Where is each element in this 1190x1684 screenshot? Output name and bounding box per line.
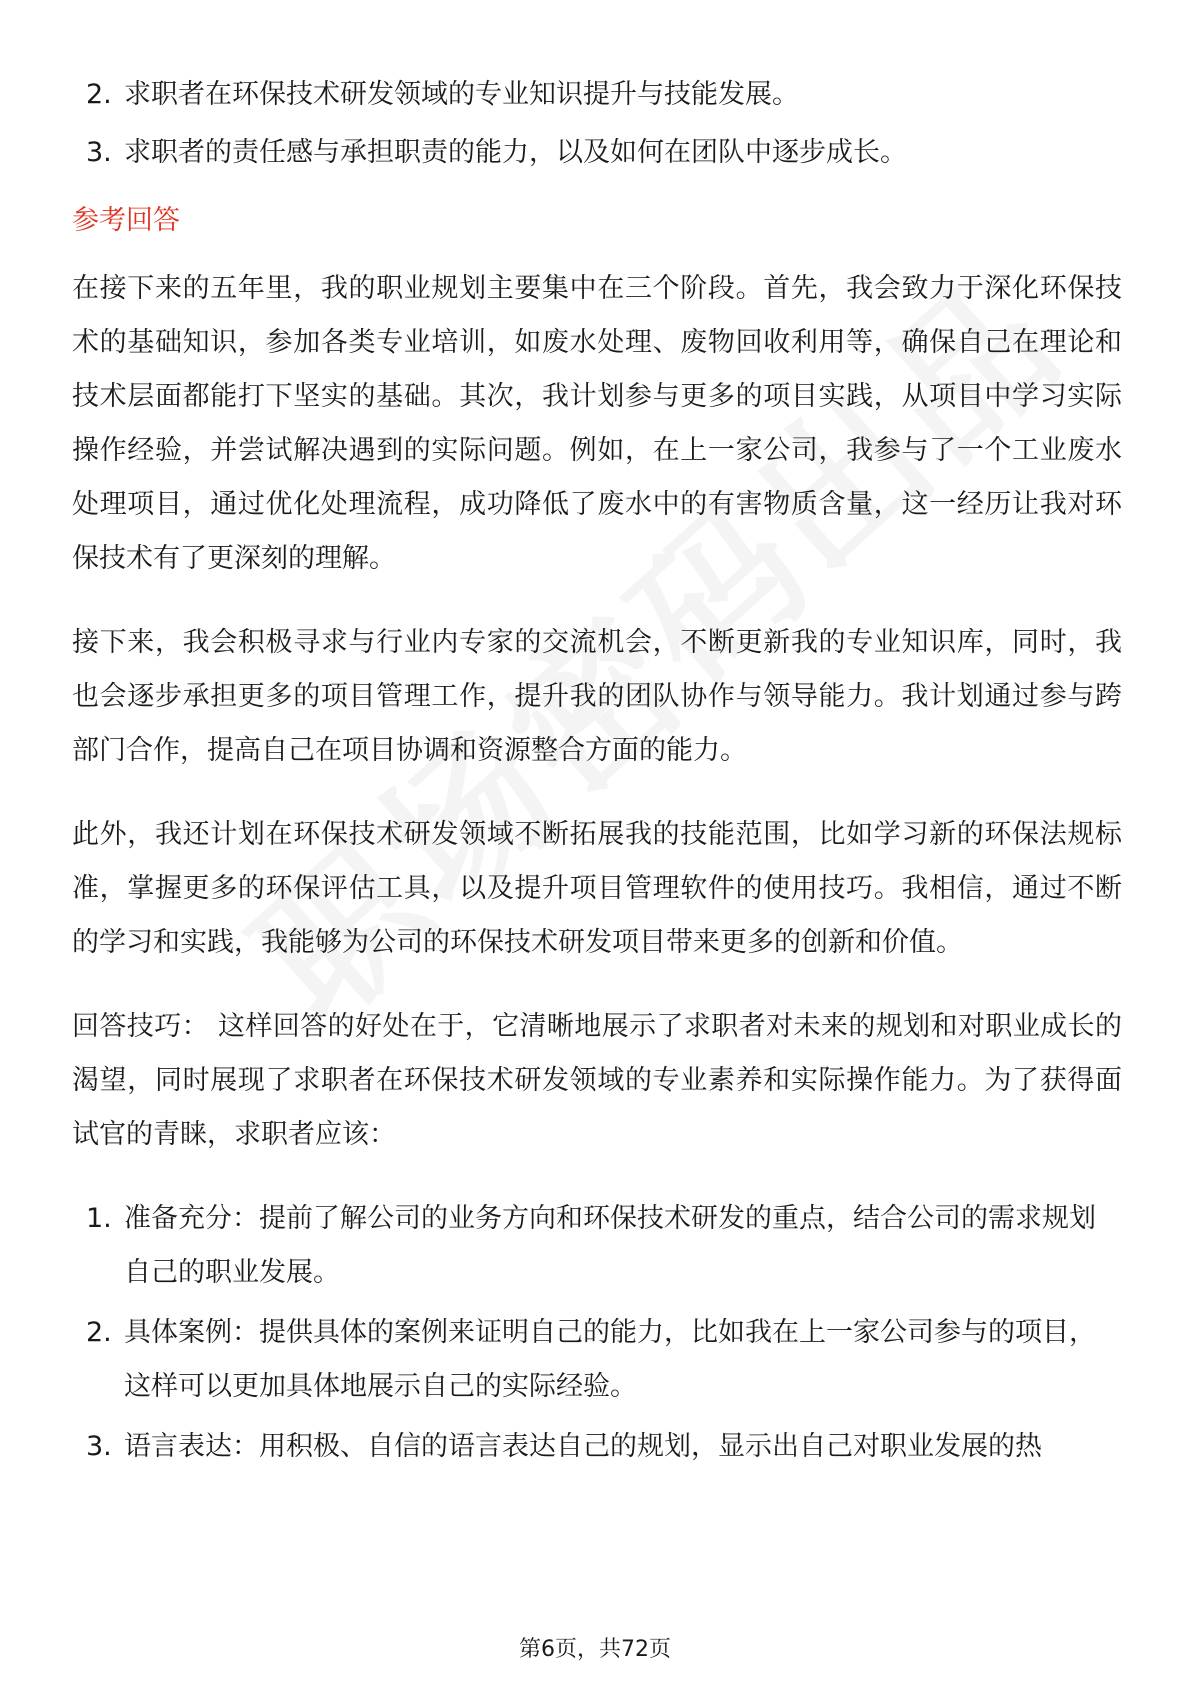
answer-paragraph: 接下来，我会积极寻求与行业内专家的交流机会，不断更新我的专业知识库，同时，我也会逐步承担更多的项目管理工作，提升我的团队协作与领导能力。我计划通过参与跨部门合作，提高自己在项目协调和资源整合方面的能力。 — [72, 627, 1122, 766]
list-item-text: 准备充分：提前了解公司的业务方向和环保技术研发的重点，结合公司的需求规划自己的职业发展。 — [124, 1203, 1096, 1288]
list-item-text: 语言表达：用积极、自信的语言表达自己的规划，显示出自己对职业发展的热 — [124, 1431, 1042, 1462]
list-item — [72, 68, 1122, 122]
list-number: 1. — [86, 1203, 112, 1234]
list-item-text: 求职者在环保技术研发领域的专业知识提升与技能发展。 — [124, 79, 799, 110]
reference-answer-heading: 参考回答 — [72, 205, 180, 236]
list-item — [72, 1420, 1122, 1474]
list-item-text: 求职者的责任感与承担职责的能力，以及如何在团队中逐步成长。 — [124, 137, 907, 168]
list-item-text: 具体案例：提供具体的案例来证明自己的能力，比如我在上一家公司参与的项目，这样可以更加具体地展示自己的实际经验。 — [124, 1317, 1096, 1402]
question-points-list — [72, 68, 1122, 180]
list-number: 3. — [86, 137, 112, 168]
list-item — [72, 126, 1122, 180]
answer-paragraph: 此外，我还计划在环保技术研发领域不断拓展我的技能范围，比如学习新的环保法规标准，掌握更多的环保评估工具，以及提升项目管理软件的使用技巧。我相信，通过不断的学习和实践，我能够为公司的环保技术研发项目带来更多的创新和价值。 — [72, 819, 1122, 958]
page-footer: 第6页，共72页 — [519, 1637, 671, 1662]
main-content — [72, 68, 1122, 1480]
answer-paragraph: 在接下来的五年里，我的职业规划主要集中在三个阶段。首先，我会致力于深化环保技术的基础知识，参加各类专业培训，如废水处理、废物回收利用等，确保自己在理论和技术层面都能打下坚实的基础。其次，我计划参与更多的项目实践，从项目中学习实际操作经验，并尝试解决遇到的实际问题。例如，在上一家公司，我参与了一个工业废水处理项目，通过优化处理流程，成功降低了废水中的有害物质含量，这一经历让我对环保技术有了更深刻的理解。 — [72, 273, 1122, 574]
list-number: 2. — [86, 1317, 112, 1348]
list-item — [72, 1192, 1122, 1300]
tips-list — [72, 1192, 1122, 1474]
answer-tips-paragraph: 回答技巧： 这样回答的好处在于，它清晰地展示了求职者对未来的规划和对职业成长的渴望，同时展现了求职者在环保技术研发领域的专业素养和实际操作能力。为了获得面试官的青睐，求职者应该： — [72, 1011, 1122, 1150]
list-item — [72, 1306, 1122, 1414]
list-number: 3. — [86, 1431, 112, 1462]
list-number: 2. — [86, 79, 112, 110]
